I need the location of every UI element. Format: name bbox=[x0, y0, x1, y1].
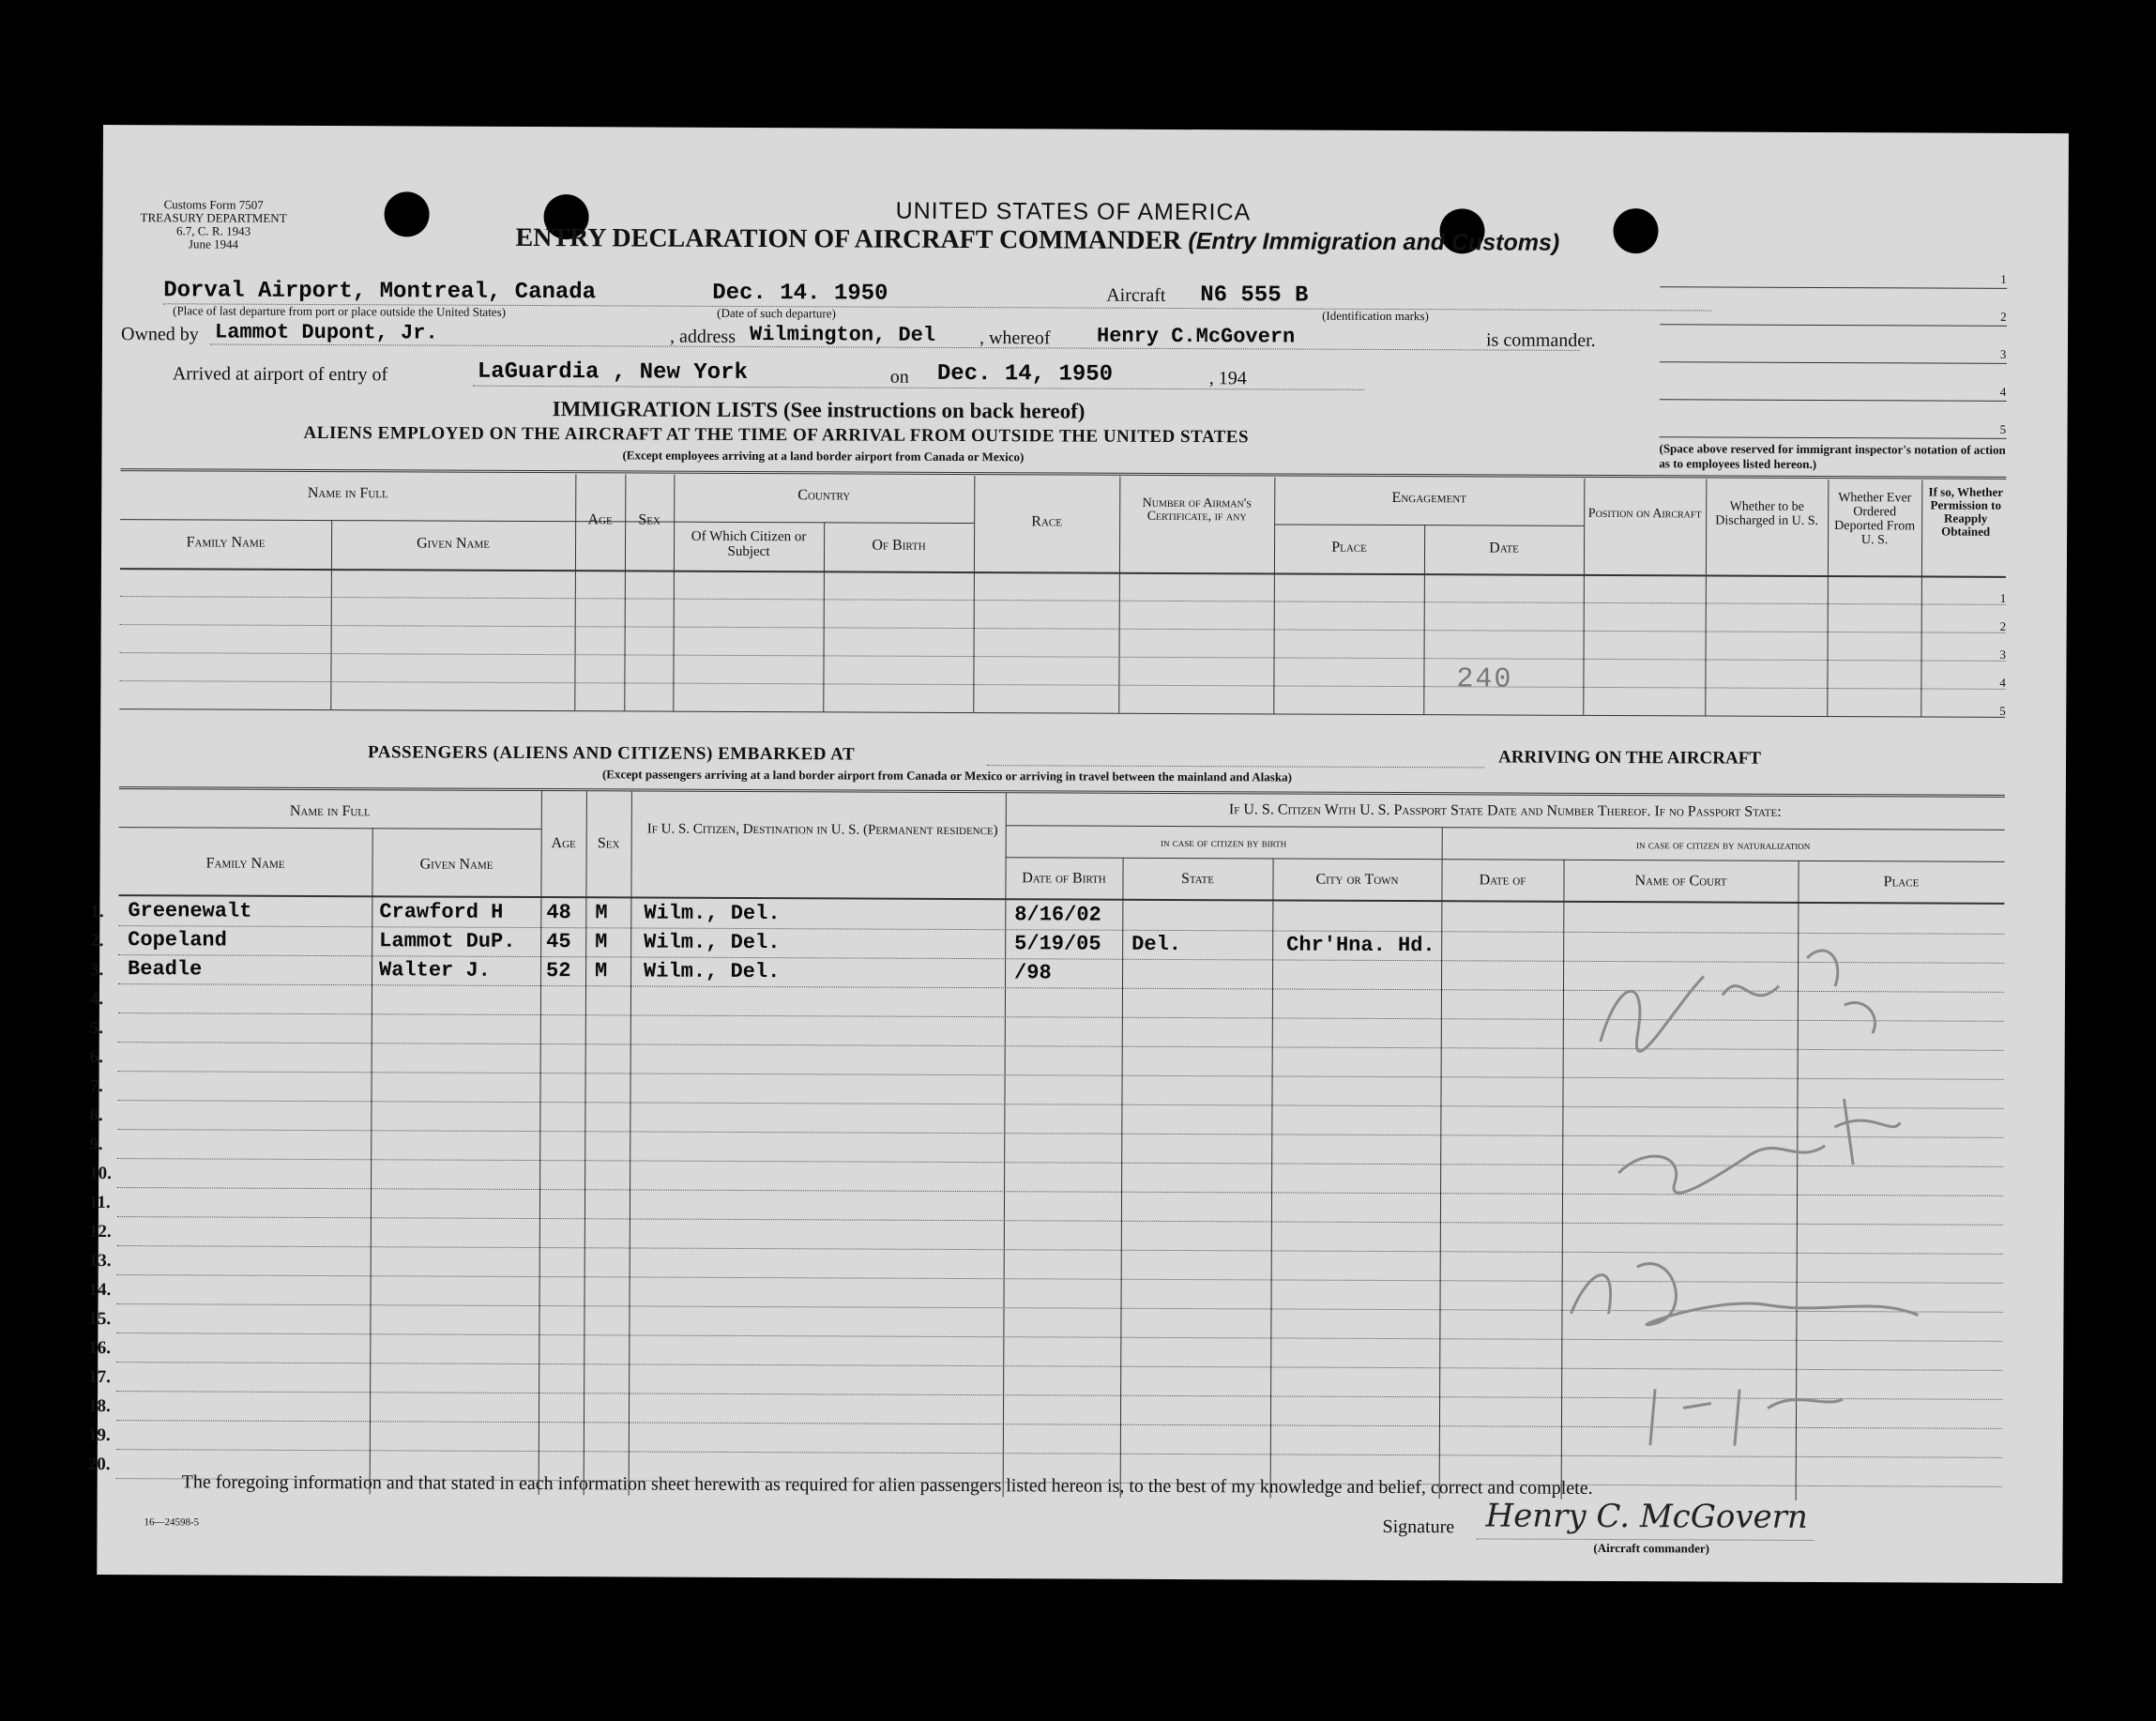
crew-row-number: 3 bbox=[1999, 647, 2007, 662]
crew-col-date: Date bbox=[1489, 540, 1519, 556]
passenger-col-place: Place bbox=[1883, 874, 1920, 891]
passenger-col-birth-group: in case of citizen by birth bbox=[1161, 834, 1287, 850]
department: TREASURY DEPARTMENT bbox=[140, 210, 287, 225]
on-label: on bbox=[889, 366, 909, 388]
commander: Henry C.McGovern bbox=[1096, 324, 1296, 349]
row-number: 5. bbox=[89, 1017, 104, 1039]
passenger-age: 48 bbox=[546, 901, 571, 925]
arrival-date: Dec. 14, 1950 bbox=[936, 360, 1114, 388]
passenger-col-state: State bbox=[1181, 871, 1214, 888]
departure-place: Dorval Airport, Montreal, Canada bbox=[163, 278, 597, 306]
form-title-suffix: (Entry Immigration and Customs) bbox=[1188, 228, 1560, 256]
crew-col-position: Position on Aircraft bbox=[1587, 506, 1702, 522]
aircraft-caption: (Identification marks) bbox=[1322, 308, 1429, 324]
departure-place-caption: (Place of last departure from port or place outside the United States) bbox=[173, 303, 507, 319]
passenger-col-passport: If U. S. Citizen With U. S. Passport State Date and Number Thereof. If no Passport State: bbox=[1228, 801, 1782, 820]
passenger-family-name: Greenewalt bbox=[128, 899, 252, 923]
passenger-col-birth-date: Date of Birth bbox=[1022, 870, 1106, 887]
row-number: 1. bbox=[90, 901, 104, 922]
handwritten-notes bbox=[1560, 920, 2032, 1531]
signature: Henry C. McGovern bbox=[1485, 1497, 1808, 1536]
crew-col-given: Given Name bbox=[417, 535, 490, 552]
row-number: 8. bbox=[89, 1104, 103, 1126]
aircraft-label: Aircraft bbox=[1106, 284, 1166, 306]
passenger-given-name: Lammot DuP. bbox=[379, 929, 516, 953]
crew-row-number: 5 bbox=[1999, 703, 2006, 718]
passenger-state: Del. bbox=[1131, 932, 1182, 957]
row-number: 2. bbox=[90, 930, 104, 952]
passenger-family-name: Copeland bbox=[128, 928, 227, 952]
crew-note: (Except employees arriving at a land border airport from Canada or Mexico) bbox=[622, 448, 1025, 465]
passenger-given-name: Walter J. bbox=[379, 958, 491, 982]
aircraft-id: N6 555 B bbox=[1200, 282, 1309, 309]
passenger-city: Chr'Hna. Hd. bbox=[1286, 933, 1435, 958]
passengers-heading-right: ARRIVING ON THE AIRCRAFT bbox=[1498, 747, 1762, 769]
crew-col-permission: If so, Whether Permission to Reapply Obtained bbox=[1928, 484, 2004, 539]
inspector-line-number: 5 bbox=[1999, 421, 2007, 436]
row-number: 7. bbox=[89, 1075, 103, 1097]
departure-date: Dec. 14. 1950 bbox=[712, 280, 888, 307]
passenger-col-name: Name in Full bbox=[289, 802, 371, 820]
passenger-sex: M bbox=[595, 930, 608, 954]
owned-by-label: Owned by bbox=[120, 324, 199, 345]
crew-col-engagement: Engagement bbox=[1391, 489, 1467, 507]
regulation: 6.7, C. R. 1943 bbox=[175, 223, 251, 238]
passenger-destination: Wilm., Del. bbox=[644, 930, 781, 955]
passenger-date-of-birth: /98 bbox=[1014, 961, 1052, 985]
row-number: 9. bbox=[89, 1134, 103, 1155]
passengers-note: (Except passengers arriving at a land border airport from Canada or Mexico or arriving in travel between the mainland and Alaska) bbox=[601, 767, 1292, 784]
passenger-date-of-birth: 8/16/02 bbox=[1014, 903, 1101, 927]
form-date: June 1944 bbox=[188, 236, 239, 251]
declaration-text: The foregoing information and that stated in each information sheet herewith as required for alien passengers listed hereon is, to the best of my knowledge and belief, correct and complete. bbox=[181, 1471, 1593, 1499]
crew-row-number: 2 bbox=[1999, 618, 2007, 633]
row-number: 18. bbox=[87, 1395, 111, 1417]
inspector-note: (Space above reserved for immigrant inspector's notation of action as to employees listed hereon.) bbox=[1659, 441, 2006, 471]
crew-col-race: Race bbox=[1031, 513, 1063, 530]
crew-subheading: ALIENS EMPLOYED ON THE AIRCRAFT AT THE TIME OF ARRIVAL FROM OUTSIDE THE UNITED STATES bbox=[303, 422, 1250, 448]
inspector-line-number: 1 bbox=[2000, 271, 2007, 286]
crew-col-discharged: Whether to be Discharged in U. S. bbox=[1715, 499, 1819, 528]
crew-heading: IMMIGRATION LISTS (See instructions on back hereof) bbox=[552, 397, 1086, 423]
address-label: , address bbox=[669, 326, 736, 347]
passenger-col-age: Age bbox=[551, 835, 576, 852]
whereof-label: , whereof bbox=[979, 327, 1051, 349]
row-number: 3. bbox=[90, 959, 104, 981]
owner: Lammot Dupont, Jr. bbox=[214, 320, 438, 345]
row-number: 16. bbox=[88, 1337, 112, 1359]
year-suffix: , 194 bbox=[1208, 368, 1247, 389]
row-number: 19. bbox=[87, 1424, 111, 1446]
passenger-col-given: Given Name bbox=[419, 856, 493, 873]
passenger-destination: Wilm., Del. bbox=[644, 901, 781, 926]
arrived-label: Arrived at airport of entry of bbox=[172, 363, 388, 386]
passengers-heading-left: PASSENGERS (ALIENS AND CITIZENS) EMBARKED AT bbox=[368, 742, 856, 765]
punch-hole bbox=[1613, 208, 1658, 253]
row-number: 15. bbox=[88, 1308, 112, 1330]
passenger-col-destination: If U. S. Citizen, Destination in U. S. (Permanent residence) bbox=[646, 821, 998, 839]
form-sheet bbox=[87, 125, 2069, 1583]
passenger-given-name: Crawford H bbox=[379, 900, 504, 924]
passenger-col-sex: Sex bbox=[597, 835, 620, 852]
print-code: 16—24598-5 bbox=[144, 1516, 200, 1529]
country-title: UNITED STATES OF AMERICA bbox=[895, 197, 1252, 226]
form-id-block bbox=[140, 198, 286, 251]
passenger-col-city: City or Town bbox=[1315, 871, 1399, 889]
row-number: 12. bbox=[88, 1221, 112, 1242]
crew-col-age: Age bbox=[587, 511, 613, 528]
commander-label: is commander. bbox=[1485, 329, 1596, 351]
crew-col-country: Country bbox=[797, 487, 851, 504]
inspector-line-number: 3 bbox=[1999, 346, 2007, 361]
crew-col-place: Place bbox=[1331, 539, 1367, 556]
signature-caption: (Aircraft commander) bbox=[1593, 1540, 1710, 1556]
arrival-airport: LaGuardia , New York bbox=[477, 358, 748, 386]
crew-col-birth: Of Birth bbox=[872, 537, 926, 554]
row-number: 6. bbox=[89, 1046, 103, 1068]
passenger-col-court: Name of Court bbox=[1634, 873, 1727, 890]
crew-col-sex: Sex bbox=[638, 511, 660, 528]
inspector-line-number: 2 bbox=[2000, 309, 2007, 324]
crew-row-number: 4 bbox=[1999, 675, 2006, 690]
crew-col-family: Family Name bbox=[186, 534, 266, 551]
passenger-age: 52 bbox=[546, 959, 571, 983]
row-number: 10. bbox=[89, 1163, 112, 1184]
crew-stamp: 240 bbox=[1456, 663, 1513, 696]
inspector-line-number: 4 bbox=[1999, 384, 2007, 399]
address: Wilmington, Del bbox=[749, 323, 936, 347]
departure-date-caption: (Date of such departure) bbox=[717, 305, 836, 321]
passenger-date-of-birth: 5/19/05 bbox=[1014, 932, 1101, 956]
passenger-sex: M bbox=[595, 901, 608, 925]
row-number: 14. bbox=[88, 1279, 112, 1301]
passenger-destination: Wilm., Del. bbox=[644, 959, 781, 984]
form-title-main: ENTRY DECLARATION OF AIRCRAFT COMMANDER bbox=[515, 222, 1182, 256]
crew-col-deported: Whether Ever Ordered Deported From U. S. bbox=[1834, 491, 1916, 548]
passenger-age: 45 bbox=[546, 930, 571, 954]
row-number: 4. bbox=[89, 988, 104, 1010]
passenger-col-nat-date: Date of bbox=[1479, 872, 1526, 889]
punch-hole bbox=[384, 191, 429, 236]
row-number: 20. bbox=[87, 1454, 111, 1475]
passenger-col-family: Family Name bbox=[205, 855, 285, 872]
crew-col-name: Name in Full bbox=[307, 484, 388, 502]
row-number: 11. bbox=[88, 1192, 111, 1213]
passenger-col-nat-group: in case of citizen by naturalization bbox=[1636, 837, 1811, 852]
form-number: Customs Form 7507 bbox=[163, 197, 264, 212]
signature-label: Signature bbox=[1382, 1515, 1455, 1538]
row-number: 13. bbox=[88, 1250, 112, 1272]
row-number: 17. bbox=[88, 1366, 111, 1388]
crew-col-cert: Number of Airman's Certificate, if any bbox=[1142, 495, 1252, 525]
passenger-sex: M bbox=[595, 959, 608, 983]
form-title bbox=[515, 223, 1559, 258]
passenger-family-name: Beadle bbox=[128, 957, 203, 982]
crew-row-number: 1 bbox=[1999, 590, 2007, 605]
crew-col-citizen: Of Which Citizen or Subject bbox=[691, 528, 807, 560]
